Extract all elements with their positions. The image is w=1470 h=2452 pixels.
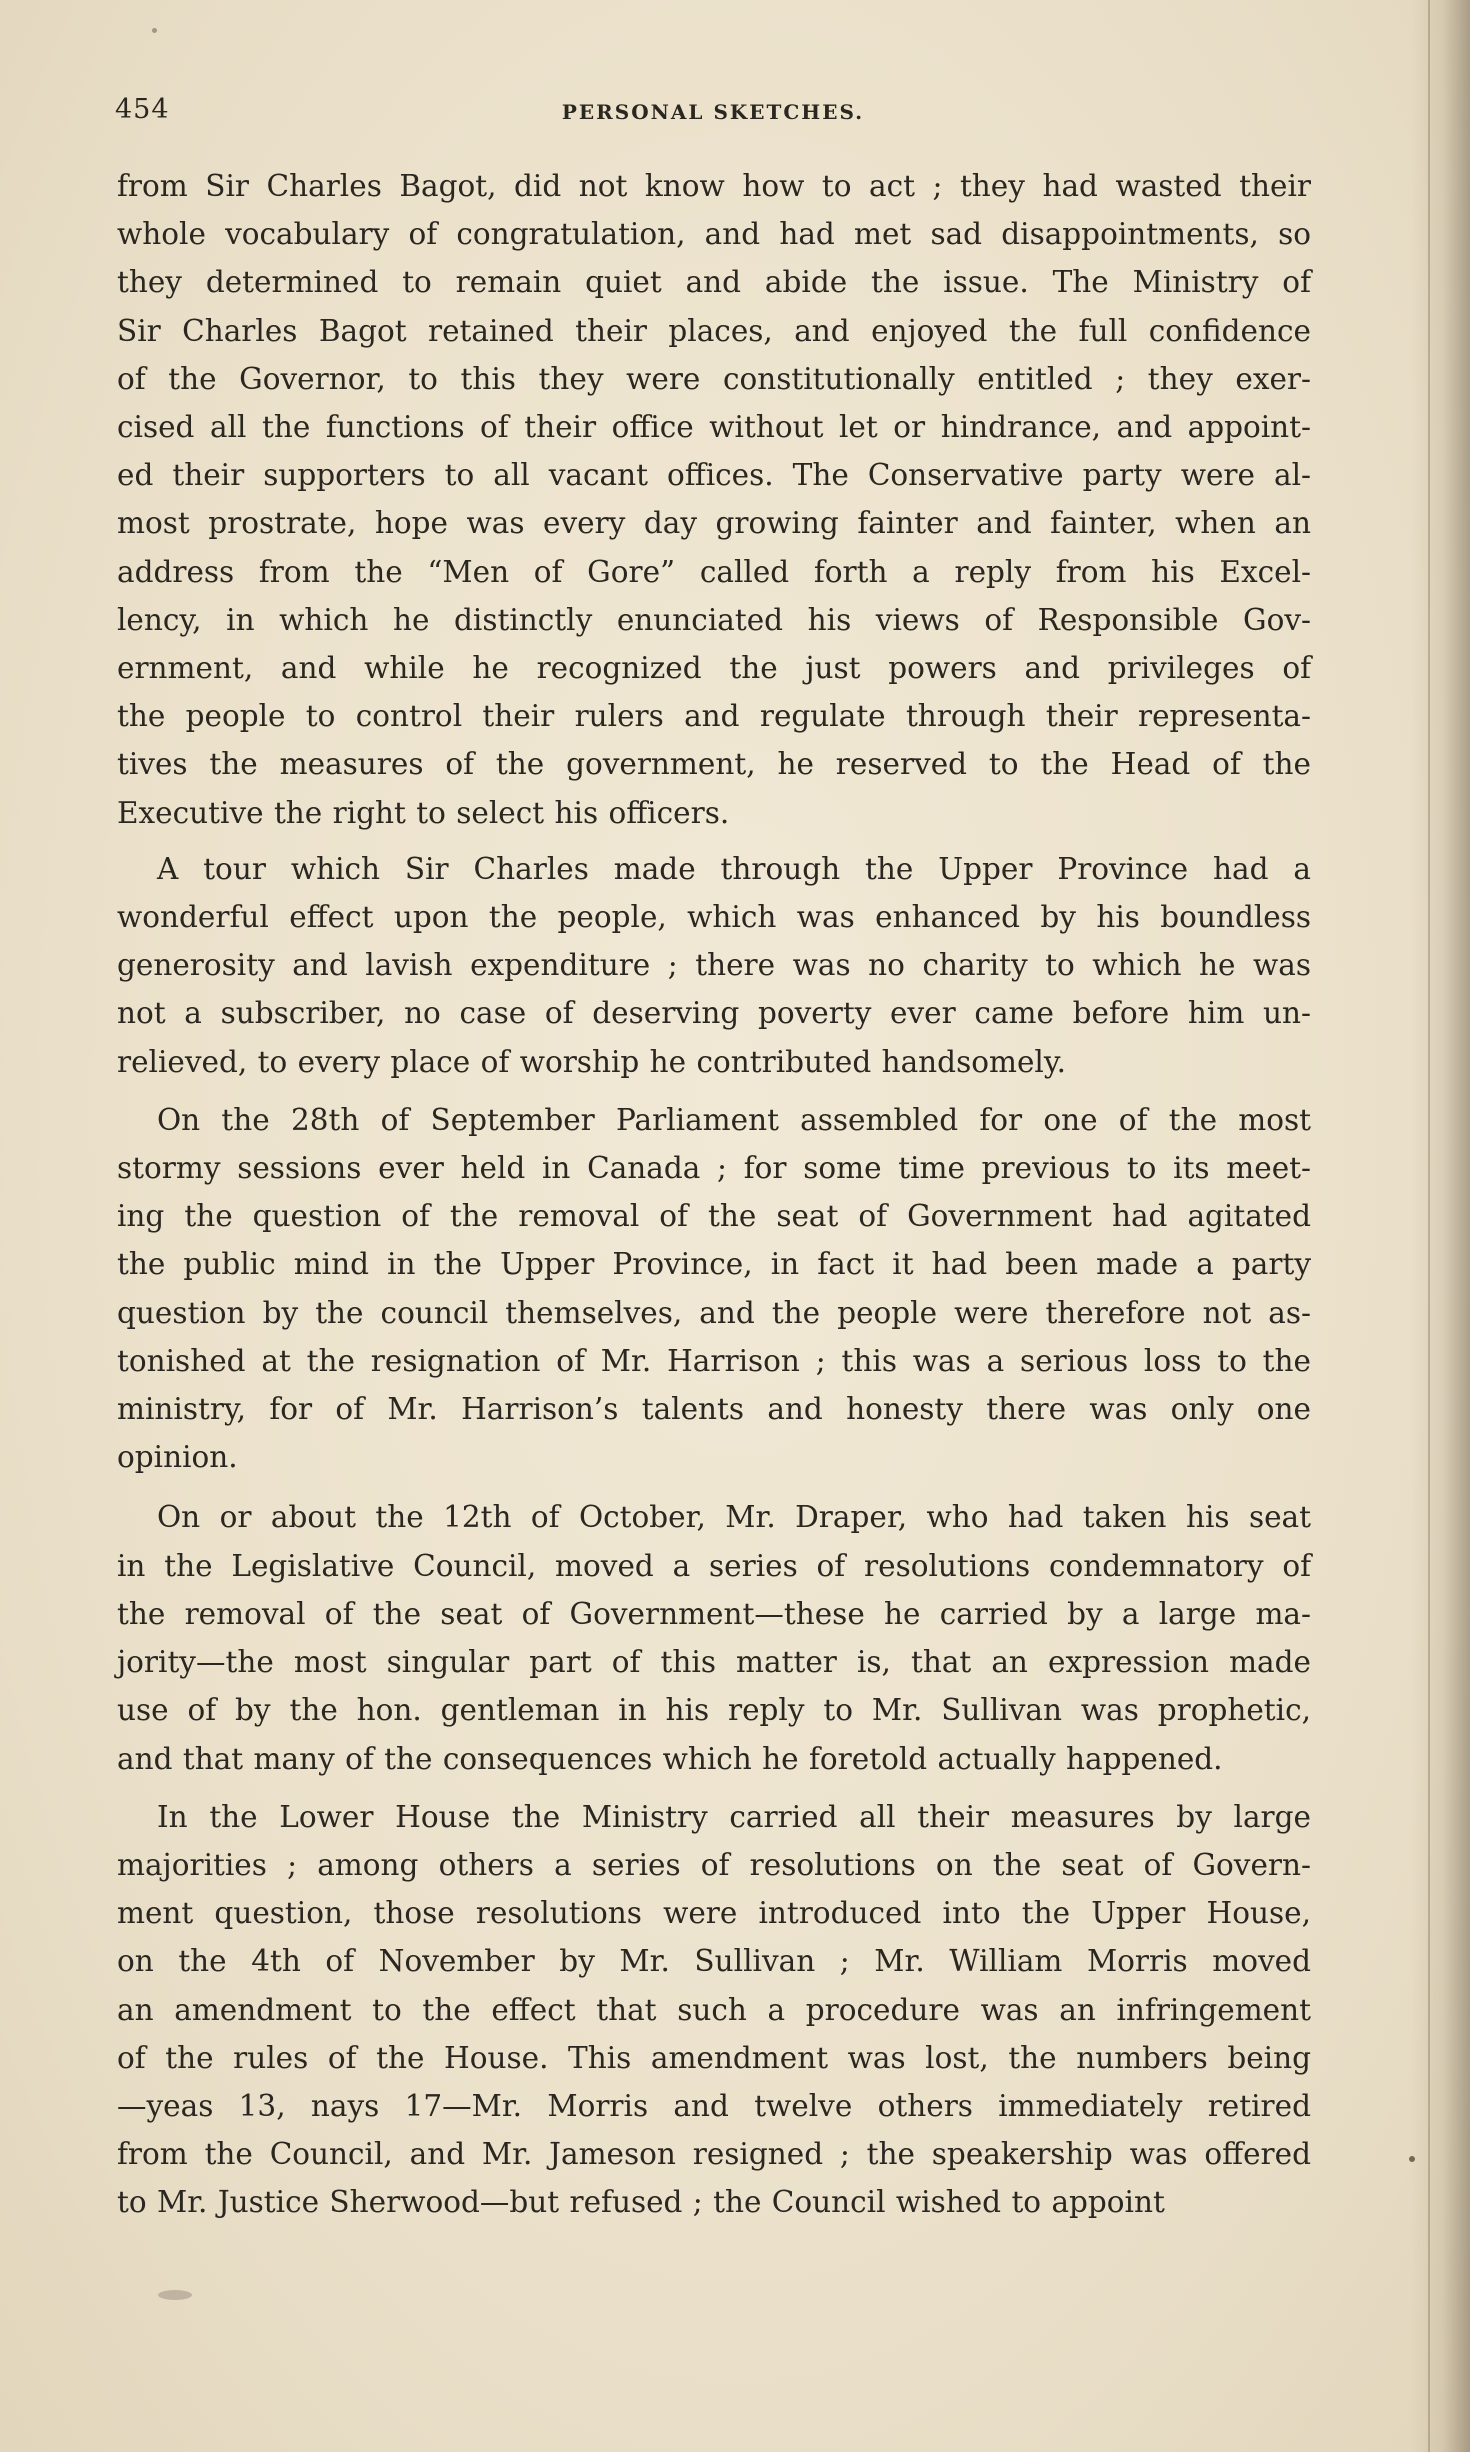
text-line: —yeas 13, nays 17—Mr. Morris and twelve others immediately retired [117, 2088, 1311, 2123]
running-head: PERSONAL SKETCHES. [561, 100, 865, 124]
text-line: lency, in which he distinctly enunciated his views of Responsible Gov- [117, 602, 1311, 637]
text-line: Sir Charles Bagot retained their places, and enjoyed the full confidence [117, 313, 1311, 348]
text-line: tives the measures of the government, he reserved to the Head of the [117, 747, 1311, 782]
text-line: whole vocabulary of congratulation, and had met sad disappointments, so [117, 217, 1311, 252]
text-line: an amendment to the effect that such a procedure was an infringement [117, 1992, 1311, 2027]
paragraph [117, 1493, 1311, 1782]
ink-speck [152, 28, 157, 33]
text-line: jority—the most singular part of this matter is, that an expression made [117, 1645, 1311, 1680]
text-line: of the rules of the House. This amendment was lost, the numbers being [117, 2040, 1311, 2075]
paragraph [117, 845, 1311, 1086]
text-line: address from the “Men of Gore” called forth a reply from his Excel- [117, 554, 1311, 589]
text-line: of the Governor, to this they were constitutionally entitled ; they exer- [117, 361, 1311, 396]
text-line: On or about the 12th of October, Mr. Draper, who had taken his seat [157, 1500, 1311, 1535]
text-line: In the Lower House the Ministry carried all their measures by large [157, 1799, 1311, 1834]
text-line: relieved, to every place of worship he contributed handsomely. [117, 1044, 1066, 1079]
paragraph [117, 1096, 1311, 1482]
text-line: On the 28th of September Parliament assembled for one of the most [157, 1102, 1311, 1137]
text-line: cised all the functions of their office without let or hindrance, and appoint- [117, 410, 1311, 445]
text-line: most prostrate, hope was every day growing fainter and fainter, when an [117, 506, 1311, 541]
text-line: the people to control their rulers and regulate through their representa- [117, 699, 1311, 734]
text-line: in the Legislative Council, moved a series of resolutions condemnatory of [117, 1548, 1311, 1583]
paragraph [117, 162, 1311, 837]
text-line: to Mr. Justice Sherwood—but refused ; the Council wished to appoint [117, 2185, 1165, 2220]
body-text [117, 162, 1311, 2227]
text-line: not a subscriber, no case of deserving poverty ever came before him un- [117, 996, 1311, 1031]
text-line: from Sir Charles Bagot, did not know how to act ; they had wasted their [117, 169, 1311, 203]
text-line: opinion. [117, 1440, 238, 1475]
text-line: the removal of the seat of Government—these he carried by a large ma- [117, 1596, 1311, 1631]
text-line: wonderful effect upon the people, which was enhanced by his boundless [117, 900, 1311, 935]
text-line: A tour which Sir Charles made through the Upper Province had a [157, 851, 1311, 886]
text-line: stormy sessions ever held in Canada ; for some time previous to its meet- [117, 1151, 1311, 1186]
text-line: majorities ; among others a series of resolutions on the seat of Govern- [117, 1847, 1311, 1882]
text-line: the public mind in the Upper Province, in fact it had been made a party [117, 1247, 1311, 1282]
ink-speck [1409, 2156, 1415, 2162]
spine-edge [1428, 0, 1430, 2452]
text-line: on the 4th of November by Mr. Sullivan ; Mr. William Morris moved [117, 1944, 1311, 1979]
text-line: tonished at the resignation of Mr. Harrison ; this was a serious loss to the [117, 1343, 1311, 1378]
text-line: ment question, those resolutions were introduced into the Upper House, [117, 1896, 1311, 1931]
text-line: ing the question of the removal of the seat of Government had agitated [117, 1199, 1311, 1234]
text-line: Executive the right to select his officers. [117, 795, 730, 830]
text-line: use of by the hon. gentleman in his reply to Mr. Sullivan was prophetic, [117, 1693, 1311, 1728]
text-line: they determined to remain quiet and abide the issue. The Ministry of [117, 265, 1311, 300]
text-line: and that many of the consequences which he foretold actually happened. [117, 1741, 1223, 1776]
text-line: from the Council, and Mr. Jameson resigned ; the speakership was offered [117, 2137, 1311, 2172]
spine-shadow [1410, 0, 1470, 2452]
ink-smudge [158, 2290, 192, 2300]
text-line: ministry, for of Mr. Harrison’s talents and honesty there was only one [117, 1392, 1311, 1427]
text-line: ernment, and while he recognized the just powers and privileges of [117, 651, 1311, 686]
text-line: question by the council themselves, and the people were therefore not as- [117, 1295, 1311, 1330]
page-number: 454 [115, 94, 170, 125]
text-line: generosity and lavish expenditure ; there was no charity to which he was [117, 948, 1311, 983]
paragraph [117, 1793, 1311, 2227]
text-line: ed their supporters to all vacant offices. The Conservative party were al- [117, 458, 1311, 493]
page-header [115, 94, 1311, 134]
